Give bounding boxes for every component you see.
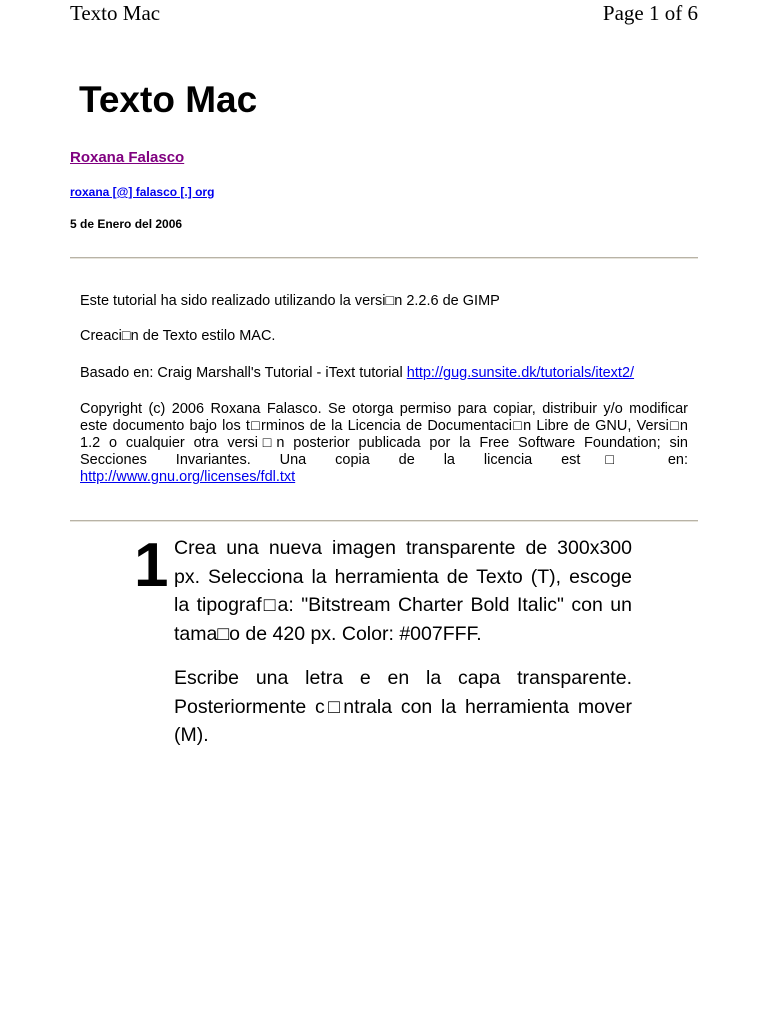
copyright-paragraph: Copyright (c) 2006 Roxana Falasco. Se otorga permiso para copiar, distribuir y/o modificar este documento bajo los t□rminos de la Licencia de Documentaci□n Libre de GNU, Versi□n 1.2 o cualquier otra versi□n posterior publicada por la Free Software Foundation; sin Secciones Invariantes. Una copia de la licencia est□ en: [80,401,688,468]
divider [70,257,698,259]
document-title: Texto Mac [79,79,258,120]
email-link[interactable]: roxana [@] falasco [.] org [70,185,215,199]
page-indicator: Page 1 of 6 [602,1,698,25]
version-paragraph: Este tutorial ha sido realizado utilizando la versi□n 2.2.6 de GIMP [80,293,500,309]
publication-date: 5 de Enero del 2006 [70,217,183,231]
author-link[interactable]: Roxana Falasco [70,149,185,166]
license-link[interactable]: http://www.gnu.org/licenses/fdl.txt [80,469,296,485]
based-on-paragraph [80,365,688,382]
step-paragraph: Escribe una letra e en la capa transparente. Posteriormente c□ntrala con la herramienta mover (M). [174,667,632,746]
step-number: 1 [134,531,169,600]
tutorial-link[interactable]: http://gug.sunsite.dk/tutorials/itext2/ [406,365,635,381]
running-header-title: Texto Mac [70,1,161,25]
creation-paragraph: Creaci□n de Texto estilo MAC. [80,328,276,344]
divider [70,520,698,522]
based-on-text: Basado en: Craig Marshall's Tutorial - iText tutorial [80,365,407,381]
step-paragraph: Crea una nueva imagen transparente de 300x300 px. Selecciona la herramienta de Texto (T), escoge la tipograf□a: "Bitstream Charter Bold Italic" con un tama□o de 420 px. Color: #007FFF. [174,537,632,645]
license-line [80,469,688,486]
